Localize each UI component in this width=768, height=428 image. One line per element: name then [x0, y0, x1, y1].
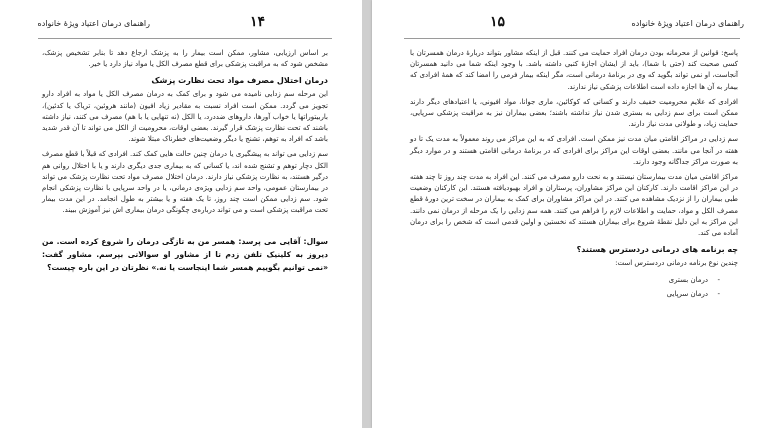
paragraph: پاسخ: قوانین از محرمانه بودن درمان افراد حمایت می کنند. قبل از اینکه مشاور بتواند دربارهٔ درمان همسرتان با کسی صحبت کند (حتی با شما)، باید از ایشان اجازهٔ کتبی داشته باشد. با وجود اینکه شما می دانید همسرتان آنجاست، او نمی تواند بگوید که وی در برنامهٔ درمانی است، مگر اینکه بیمار فرمی را امضا کند که همهٔ افرادی که بیمار به آن ها اجازه داده است اطلاعات پزشکی نیاز ندارند. [410, 49, 738, 91]
paragraph: این مرحله سم زدایی نامیده می شود و برای کمک به درمان مصرف الکل یا مواد به افراد دارو تجویز می گردد. ممکن است افراد نسبت به مقادیر زیاد افیون (مانند هروئین، تریاک یا کدئین)، باربیتوراتها یا خواب آورها، داروهای ضددرد، یا الکل (نه تنهایی یا با هم) مصرف می کنند، نیاز داشته باشند که تحت نظارت پزشک قرار گیرند. بعضی اوقات، محرومیت از الکل می تواند تا آن قدر شدید باشد که افراد به توهم، تشنج یا دیگر وضعیت‌های خطرناک مبتلا شوند. [42, 90, 328, 144]
paragraph: سم زدایی در مراکز اقامتی میان مدت نیز ممکن است. افرادی که به این مراکز می روند معمولاً به مدت یک تا دو هفته در آنجا می مانند. بعضی اوقات این مراکز برای افرادی که در برنامهٔ درمانی اقامتی هستند و در موارد دیگر به صورت مراکز جداگانه وجود دارند. [410, 135, 738, 166]
page-14 [0, 0, 362, 428]
question-paragraph: سوال: آقایی می پرسد: همسر من به تازگی درمان را شروع کرده است. من دیروز به کلینیک تلفن زدم تا از مشاور او سوالاتی بپرسم. مشاور گفت: «نمی توانیم بگوییم همسر شما اینجاست یا نه.» نظرتان در این باره چیست؟ [42, 236, 328, 272]
paragraph: سم زدایی می تواند به پیشگیری یا درمان چنین حالت هایی کمک کند. افرادی که قبلاً با قطع مصرف الکل دچار توهم و تشنج شده اند، یا کسانی که به بیماری جدی دیگری دارند و یا با اختلال روانی هم درگیر هستند، به نظارت پزشکی نیاز دارند. درمان اختلال مصرف مواد تحت نظارت پزشک می تواند در بیمارستان عمومی، واحد سم زدایی ویژه‌ی درمانی، یا در واحد سرپایی با نظارت پزشکی انجام شود. سم زدایی ممکن است چند روز، تا یک هفته و یا بیشتر به طول انجامد. در این مدت بیمار تحت مراقبت پزشکی است و می تواند درباره‌ی چگونگی درمان بیماری اش نیز آموزش ببیند. [42, 150, 328, 215]
running-header [372, 16, 768, 36]
bullet-dash: - [717, 276, 720, 285]
paragraph: افرادی که علایم محرومیت خفیف دارند و کسانی که کوکائین، ماری جوانا، مواد افیونی، یا اعتیادهای دیگر دارند ممکن است برای سم زدایی به بستری شدن نیاز نداشته باشند؛ بعضی بیماران نیز به مراقبت پزشکی سرپایی، حمایت زیاد، و طولانی مدت نیاز دارند. [410, 97, 738, 129]
list-item-label: درمان سرپایی [666, 290, 708, 299]
book-spine [362, 0, 372, 428]
section-heading: درمان اختلال مصرف مواد تحت نظارت پزشک [151, 76, 328, 86]
running-header [0, 16, 362, 36]
page-15 [372, 0, 768, 428]
page-number: ۱۵ [490, 14, 506, 30]
paragraph: مراکز اقامتی میان مدت بیمارستان نیستند و به نحت دارو مصرف می کنند. این افراد به مدت چند روز تا چند هفته در این مراکز اقامت دارند. کارکنان این مراکز مشاوران، پرستاران و افراد بهبودیافته هستند. این کارکنان وضعیت طبی بیماران را از نزدیک مشاهده می کنند. در این مراکز مشاوران برای کمک به بیماران در سخت ترین دورهٔ قطع مصرف الکل و مواد، حمایت و اطلاعات لازم را فراهم می کنند. همه سم زدایی را یک مرحله از درمان نمی دانند. این مراکز به این دلیل نقطهٔ شروع برای بیماران هستند که نخستین و اولین قدمی است که شخص را برای درمان آماده می کند. [410, 173, 738, 238]
page-number: ۱۴ [250, 14, 266, 30]
header-divider [404, 38, 740, 39]
header-divider [38, 38, 332, 39]
list-intro: چندین نوع برنامه درمانی دردسترس است: [615, 259, 738, 268]
program-list [410, 273, 738, 301]
header-title: راهنمای درمان اعتیاد ویژهٔ خانواده [631, 19, 744, 28]
section-heading: چه برنامه های درمانی دردسترس هستند؟ [576, 245, 738, 255]
bullet-dash: - [717, 290, 720, 299]
list-item [410, 273, 720, 287]
text-column [42, 48, 328, 274]
list-item [410, 287, 720, 301]
intro-paragraph: بر اساس ارزیابی، مشاور، ممکن است بیمار را به پزشک ارجاع دهد تا بنابر تشخیص پزشک، مشخص شود که به مراقبت پزشکی برای قطع مصرف الکل یا مواد نیاز دارد یا خیر. [42, 49, 328, 69]
list-item-label: درمان بستری [668, 276, 708, 285]
header-title: راهنمای درمان اعتیاد ویژهٔ خانواده [37, 19, 150, 28]
text-column [410, 48, 738, 301]
